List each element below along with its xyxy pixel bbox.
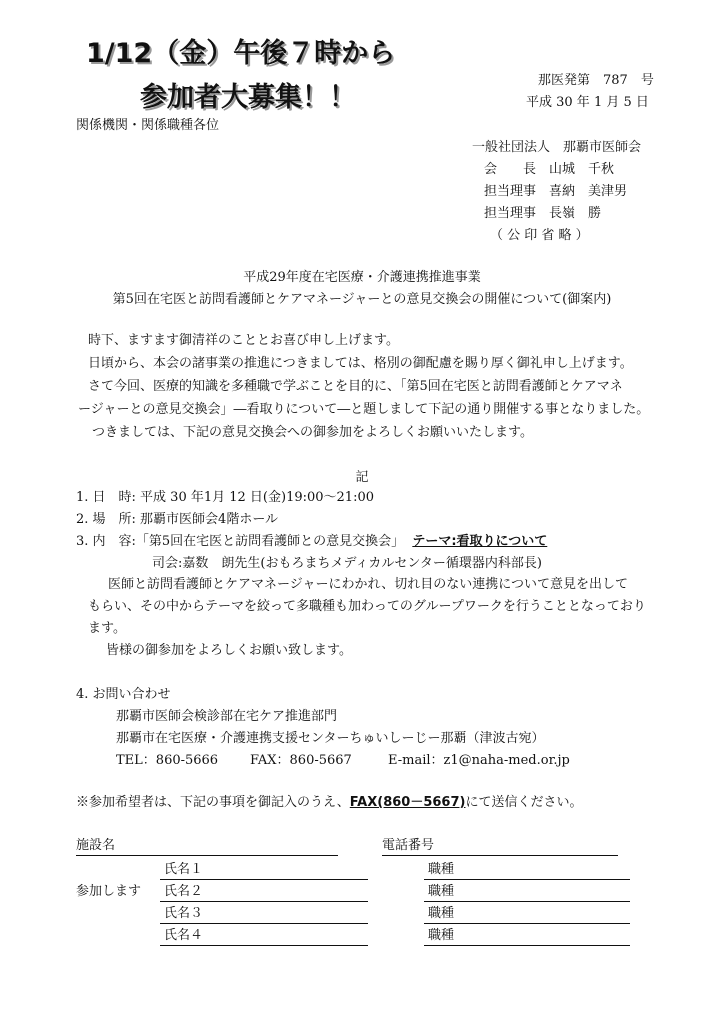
item-datetime: 1. 日 時: 平成 30 年1月 12 日(金)19:00～21:00 xyxy=(76,490,375,505)
greeting-paragraph: 時下、ますます御清祥のこととお喜び申し上げます。 xyxy=(88,333,399,348)
contact-email[interactable] xyxy=(388,753,570,769)
moderator: 司会:嘉数 朗先生(おもろまちメディカルセンター循環器内科部長) xyxy=(152,556,542,571)
contact-center: 那覇市在宅医療・介護連携支援センターちゅいしーじー那覇（津波古宛） xyxy=(116,731,545,746)
headline-recruit: 参加者大募集！！ xyxy=(140,82,356,113)
sender-organization: 一般社団法人 那覇市医師会 xyxy=(472,140,642,155)
addressee: 関係機関・関係職種各位 xyxy=(76,118,220,133)
form-job3-line[interactable] xyxy=(424,923,630,924)
form-participants-label: 参加します xyxy=(76,884,142,899)
ki-heading: 記 xyxy=(355,470,369,485)
application-note-prefix: ※参加希望者は、下記の事項を御記入のうえ、 xyxy=(76,795,350,810)
form-facility-label: 施設名 xyxy=(76,838,116,853)
contact-tel: TEL：860-5666 xyxy=(116,753,219,768)
form-name4-label: 氏名４ xyxy=(164,928,204,943)
form-facility-line[interactable] xyxy=(76,855,338,856)
sender-director-2: 担当理事 長嶺 勝 xyxy=(484,206,602,221)
form-name2-line[interactable] xyxy=(160,901,368,902)
application-note xyxy=(76,795,582,811)
contact-fax: FAX：860-5667 xyxy=(250,753,352,768)
purpose-paragraph-line2: ージャーとの意見交換会」―看取りについて―と題しまして下記の通り開催する事となりました。 xyxy=(78,402,650,417)
title-program: 平成29年度在宅医療・介護連携推進事業 xyxy=(243,270,481,285)
closing-remark: 皆様の御参加をよろしくお願い致します。 xyxy=(106,643,352,658)
description-line2: もらい、その中からテーマを絞って多職種も加わってのグループワークを行うこととなっており xyxy=(88,599,646,614)
sender-director-1: 担当理事 喜納 美津男 xyxy=(484,184,628,199)
form-phone-label: 電話番号 xyxy=(382,838,435,853)
form-job4-line[interactable] xyxy=(424,945,630,946)
form-job2-label: 職種 xyxy=(428,884,455,899)
contact-heading: 4. お問い合わせ xyxy=(76,687,171,702)
form-name2-label: 氏名２ xyxy=(164,884,204,899)
purpose-paragraph-line1: さて今回、医療的知識を多種職で学ぶことを目的に、「第5回在宅医と訪問看護師とケアマネ xyxy=(88,379,623,394)
item-venue: 2. 場 所: 那覇市医師会4階ホール xyxy=(76,512,279,527)
request-paragraph: つきましては、下記の意見交換会への御参加をよろしくお願いいたします。 xyxy=(92,425,533,440)
application-fax-number: FAX(860－5667) xyxy=(349,795,466,810)
item-content-label: 3. 内 容:「第5回在宅医と訪問看護師との意見交換会」 xyxy=(76,534,405,549)
form-job2-line[interactable] xyxy=(424,901,630,902)
form-phone-line[interactable] xyxy=(382,855,618,856)
thanks-paragraph: 日頃から、本会の諸事業の推進につきましては、格別の御配慮を賜り厚く御礼申し上げます。 xyxy=(88,356,633,371)
form-job1-line[interactable] xyxy=(424,879,630,880)
sender-chair: 会 長 山城 千秋 xyxy=(484,162,615,177)
item-content xyxy=(76,534,547,550)
form-job1-label: 職種 xyxy=(428,862,455,877)
form-job4-label: 職種 xyxy=(428,928,455,943)
form-name1-label: 氏名１ xyxy=(164,862,204,877)
contact-email-text: E-mail：z1@naha-med.or.jp xyxy=(388,753,570,768)
form-name3-label: 氏名３ xyxy=(164,906,204,921)
contact-department: 那覇市医師会検診部在宅ケア推進部門 xyxy=(116,709,338,724)
form-name4-line[interactable] xyxy=(160,945,368,946)
headline-time: 1/12（金）午後７時から xyxy=(86,38,396,69)
form-name3-line[interactable] xyxy=(160,923,368,924)
description-line1: 医師と訪問看護師とケアマネージャーにわかれ、切れ目のない連携について意見を出して xyxy=(108,577,629,592)
description-line3: ます。 xyxy=(88,621,126,636)
title-meeting: 第5回在宅医と訪問看護師とケアマネージャーとの意見交換会の開催について(御案内) xyxy=(112,292,612,307)
seal-omitted-note: （ 公 印 省 略 ） xyxy=(490,228,589,243)
form-name1-line[interactable] xyxy=(160,879,368,880)
form-job3-label: 職種 xyxy=(428,906,455,921)
document-number: 那医発第 787 号 xyxy=(538,73,654,88)
application-note-suffix: にて送信ください。 xyxy=(465,795,583,810)
document-date: 平成 30 年 1 月 5 日 xyxy=(526,95,649,110)
item-content-theme: テーマ:看取りについて xyxy=(412,534,548,549)
